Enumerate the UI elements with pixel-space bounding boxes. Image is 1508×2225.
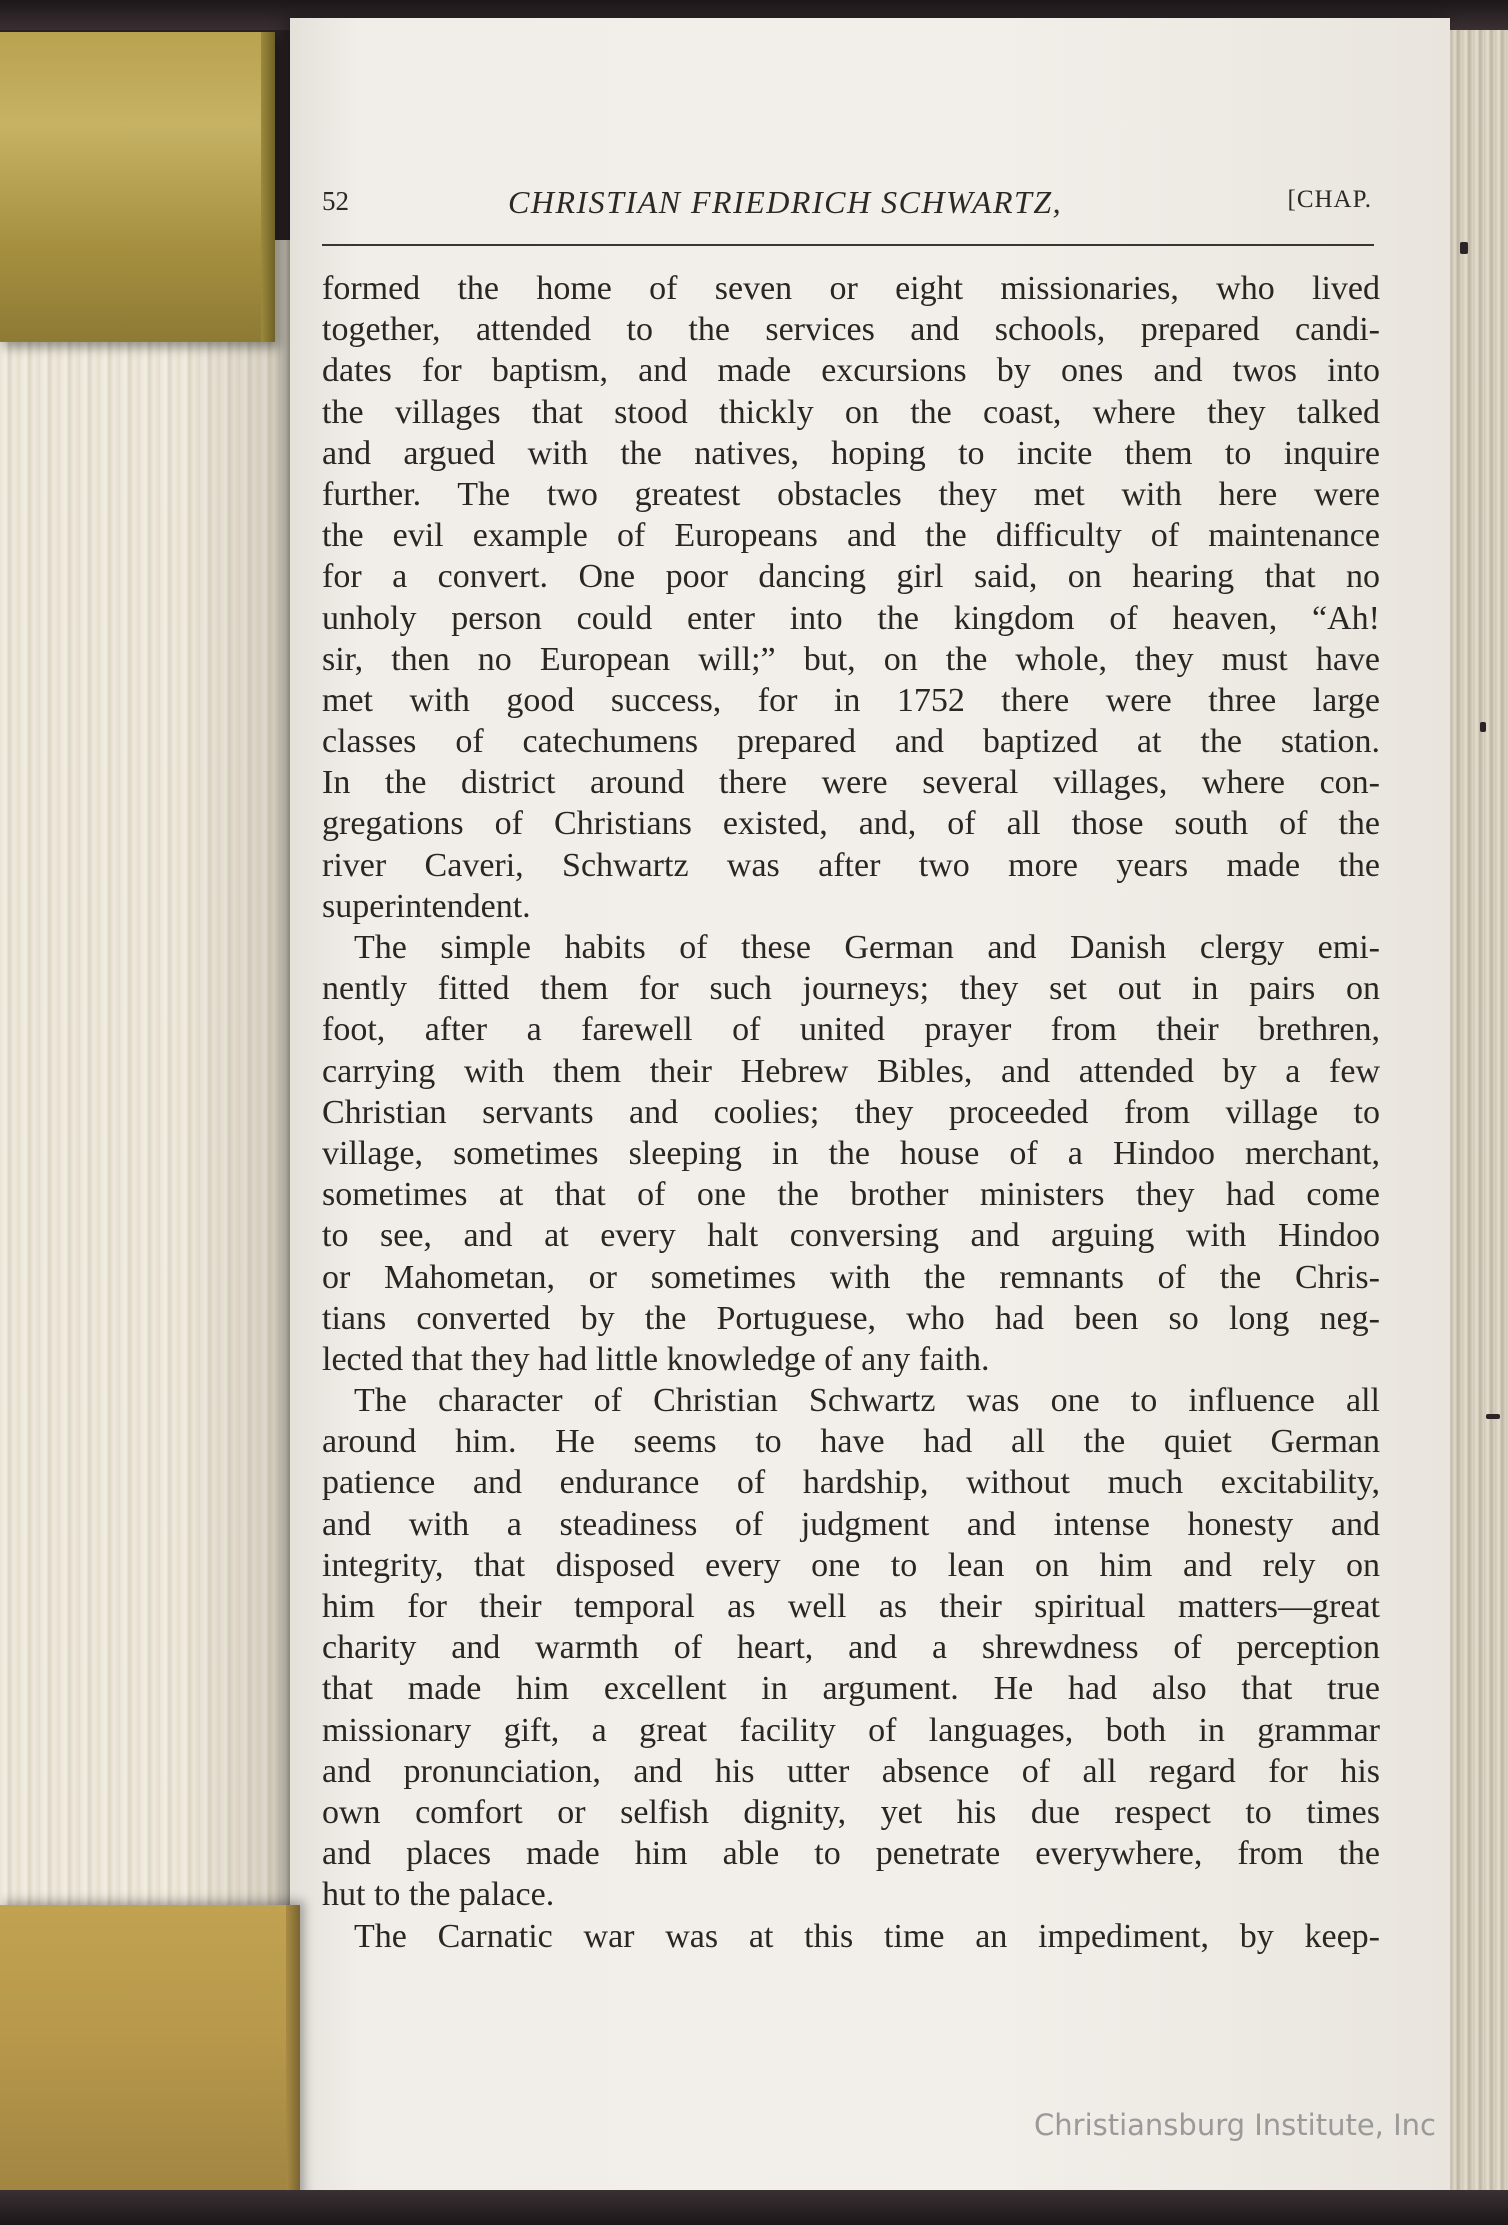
paragraph [322,1916,1380,1957]
background-bottom [0,2190,1508,2225]
page-number: 52 [322,186,349,216]
text-line: the villages that stood thickly on the coast, where they talked [322,393,1380,431]
header-rule [322,244,1374,246]
text-line: that made him excellent in argument. He had also that true [322,1670,1380,1708]
text-line: and argued with the natives, hoping to incite them to inquire [322,434,1380,472]
body-text [322,268,1380,1957]
edge-speck [1460,242,1468,254]
paragraph [322,1380,1380,1915]
text-line: own comfort or selfish dignity, yet his due respect to times [322,1793,1380,1831]
text-line: or Mahometan, or sometimes with the remnants of the Chris- [322,1258,1380,1296]
edge-speck [1486,1414,1500,1419]
text-line: for a convert. One poor dancing girl said, on hearing that no [322,558,1380,596]
text-line: nently fitted them for such journeys; they set out in pairs on [322,970,1380,1008]
text-line: superintendent. [322,887,531,925]
left-page-shadow [0,240,300,1940]
text-line: lected that they had little knowledge of any faith. [322,1340,990,1378]
text-line: The Carnatic war was at this time an impediment, by keep- [354,1917,1380,1955]
text-line: patience and endurance of hardship, without much excitability, [322,1464,1380,1502]
text-line: foot, after a farewell of united prayer from their brethren, [322,1011,1380,1049]
text-line: In the district around there were several villages, where con- [322,764,1380,802]
text-line: and with a steadiness of judgment and intense honesty and [322,1505,1380,1543]
paragraph [322,927,1380,1380]
text-line: together, attended to the services and schools, prepared candi- [322,311,1380,349]
running-title: CHRISTIAN FRIEDRICH SCHWARTZ, [508,184,1063,220]
text-line: met with good success, for in 1752 there were three large [322,681,1380,719]
text-line: dates for baptism, and made excursions by ones and twos into [322,352,1380,390]
paragraph [322,268,1380,927]
watermark: Christiansburg Institute, Inc [1034,2108,1436,2142]
text-line: him for their temporal as well as their spiritual matters—great [322,1588,1380,1625]
text-line: and pronunciation, and his utter absence of all regard for his [322,1752,1380,1790]
text-line: Christian servants and coolies; they proceeded from village to [322,1093,1380,1131]
text-line: and places made him able to penetrate everywhere, from the [322,1835,1380,1873]
text-line: unholy person could enter into the kingdom of heaven, “Ah! [322,599,1380,637]
text-line: further. The two greatest obstacles they met with here were [322,475,1380,513]
text-line: sir, then no European will;” but, on the whole, they must have [322,640,1380,678]
text-line: The character of Christian Schwartz was one to influence all [354,1382,1380,1420]
text-line: missionary gift, a great facility of languages, both in grammar [322,1711,1380,1749]
text-line: charity and warmth of heart, and a shrewdness of perception [322,1629,1380,1667]
text-line: the evil example of Europeans and the difficulty of maintenance [322,517,1380,555]
gilt-edge-bottom [0,1905,300,2225]
text-line: integrity, that disposed every one to lean on him and rely on [322,1546,1380,1584]
text-line: sometimes at that of one the brother ministers they had come [322,1176,1380,1214]
text-line: to see, and at every halt conversing and arguing with Hindoo [322,1217,1380,1255]
running-head [322,178,1372,228]
text-line: The simple habits of these German and Danish clergy emi- [354,929,1380,966]
text-line: village, sometimes sleeping in the house of a Hindoo merchant, [322,1134,1380,1172]
text-line: around him. He seems to have had all the quiet German [322,1423,1380,1461]
text-line: hut to the palace. [322,1876,555,1914]
text-line: formed the home of seven or eight missionaries, who lived [322,270,1380,307]
text-line: carrying with them their Hebrew Bibles, and attended by a few [322,1052,1380,1090]
chapter-mark: [CHAP. [1287,186,1372,213]
text-line: tians converted by the Portuguese, who had been so long neg- [322,1299,1380,1337]
text-line: river Caveri, Schwartz was after two more years made the [322,846,1380,884]
gilt-edge-top [0,32,275,342]
text-line: gregations of Christians existed, and, of all those south of the [322,805,1380,843]
text-line: classes of catechumens prepared and baptized at the station. [322,723,1380,761]
edge-speck [1480,722,1486,732]
right-page-edges [1440,30,1508,2190]
